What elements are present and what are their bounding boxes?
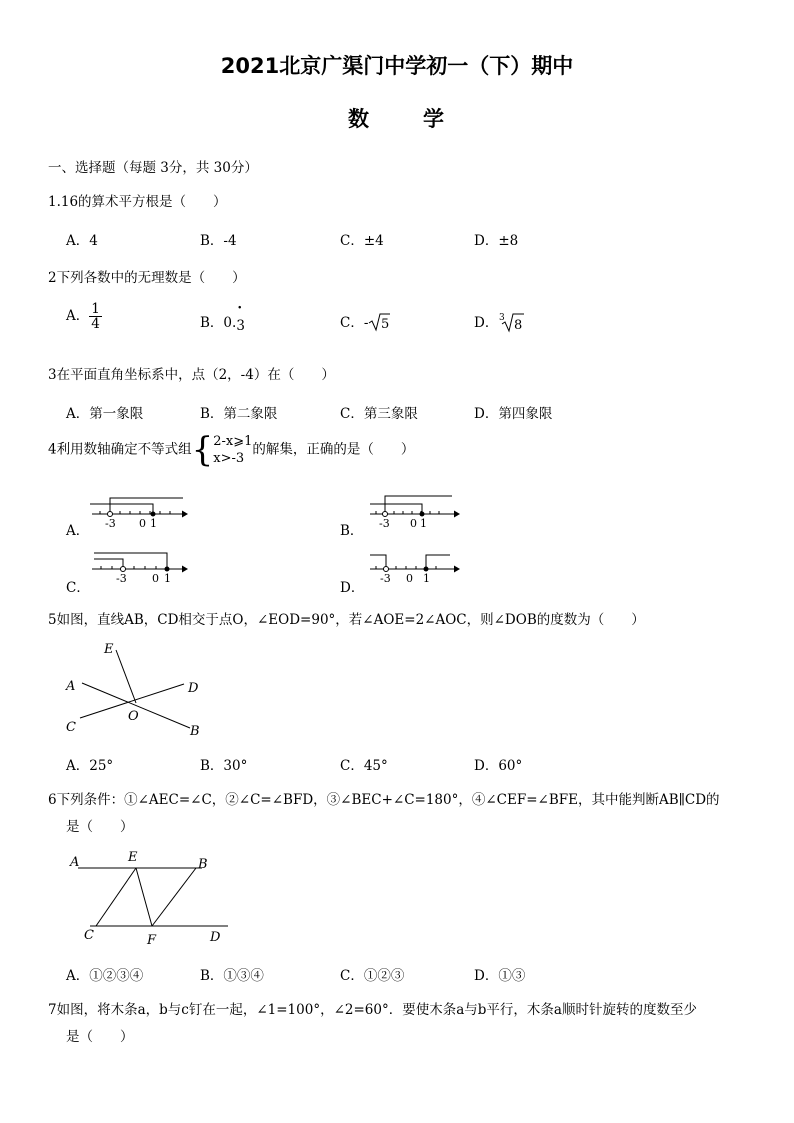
- root-index: 3: [499, 313, 506, 323]
- q1-option-c: C．±4: [340, 233, 384, 249]
- q5-option-d: D．60°: [474, 758, 523, 774]
- q1-option-a: A．4: [66, 233, 98, 249]
- tick-label-neg3: -3: [380, 572, 391, 585]
- repeating-decimal: [236, 300, 245, 334]
- q1-option-d: D．±8: [474, 233, 519, 249]
- q3-stem: 3在平面直角坐标系中，点（2，-4）在（ ）: [48, 367, 335, 383]
- q4-option-c-label: C．: [66, 580, 90, 596]
- q4-option-a-label: A．: [66, 523, 90, 539]
- q4-stem-post: 的解集，正确的是（ ）: [252, 441, 415, 458]
- q5-option-c: C．45°: [340, 758, 388, 774]
- q2-b-label: B．0.: [200, 315, 237, 331]
- q3-option-a: A．第一象限: [66, 406, 144, 422]
- fraction-denominator: 4: [91, 316, 100, 332]
- q2-b-digit: 3: [236, 318, 245, 334]
- q6-option-d: D．①③: [474, 968, 526, 984]
- label-e: E: [128, 850, 138, 865]
- q6-stem-line1: 6下列条件：①∠AEC=∠C，②∠C=∠BFD，③∠BEC+∠C=180°，④∠CEF=∠BFE，其中能判断AB∥CD的: [48, 792, 720, 808]
- label-d: D: [210, 930, 221, 945]
- tick-label-0: 0: [410, 517, 417, 530]
- q4-stem: [48, 430, 415, 470]
- segment-bf: [152, 868, 196, 926]
- q6-figure: [62, 846, 237, 950]
- q5-figure: [60, 636, 210, 740]
- q1-stem: 1.16的算术平方根是（ ）: [48, 194, 227, 210]
- label-a: A: [70, 855, 80, 870]
- q6-option-b: B．①③④: [200, 968, 264, 984]
- label-e: E: [104, 642, 114, 657]
- sqrt-symbol: [368, 312, 390, 332]
- label-c: C: [66, 720, 76, 735]
- q2-option-d: [474, 311, 524, 333]
- root-radicand: 8: [514, 318, 523, 333]
- label-a: A: [66, 679, 76, 694]
- tick-label-1: 1: [420, 517, 427, 530]
- q4-option-b-label: B．: [340, 523, 364, 539]
- inequality-system: [213, 433, 252, 467]
- tick-label-0: 0: [139, 517, 146, 530]
- tick-label-0: 0: [152, 572, 159, 585]
- inequality-2: x>-3: [213, 451, 245, 466]
- label-c: C: [84, 928, 94, 943]
- subject-char-2: 学: [423, 107, 444, 131]
- brace-icon: {: [191, 430, 214, 470]
- page-title: 2021北京广渠门中学初一（下）期中: [220, 54, 574, 78]
- q2-c-label: C．-: [340, 315, 369, 331]
- sqrt-radicand: 5: [381, 317, 390, 332]
- q3-option-d: D．第四象限: [474, 406, 553, 422]
- q2-option-c: [340, 311, 390, 332]
- tick-label-1: 1: [423, 572, 430, 585]
- label-b: B: [198, 857, 208, 872]
- repeating-dot: ·: [237, 300, 243, 316]
- subject-char-1: 数: [348, 107, 369, 131]
- ray-oe: [116, 650, 136, 703]
- q2-option-a: [66, 302, 102, 331]
- q2-option-b: [200, 300, 245, 334]
- segment-ec: [96, 868, 136, 926]
- q2-a-label: A．: [66, 308, 90, 324]
- number-line-c: [88, 549, 188, 585]
- tick-label-1: 1: [150, 517, 157, 530]
- label-b: B: [190, 724, 200, 739]
- q2-d-label: D．: [474, 315, 499, 331]
- cube-root-symbol: [498, 311, 524, 333]
- segment-ef: [136, 868, 152, 926]
- label-f: F: [147, 933, 157, 948]
- q6-option-c: C．①②③: [340, 968, 405, 984]
- q6-stem-line2: 是（ ）: [66, 819, 134, 835]
- tick-label-neg3: -3: [105, 517, 116, 530]
- fraction-numerator: 1: [91, 301, 100, 317]
- fraction: [89, 302, 102, 331]
- q3-option-b: B．第二象限: [200, 406, 278, 422]
- q7-stem-line2: 是（ ）: [66, 1029, 134, 1045]
- section-heading: 一、选择题（每题 3分，共 30分）: [48, 160, 258, 176]
- tick-label-neg3: -3: [379, 517, 390, 530]
- tick-label-0: 0: [406, 572, 413, 585]
- number-line-d: [366, 549, 460, 585]
- label-d: D: [188, 681, 199, 696]
- q6-option-a: A．①②③④: [66, 968, 144, 984]
- q3-option-c: C．第三象限: [340, 406, 418, 422]
- number-line-b: [366, 494, 460, 530]
- tick-label-neg3: -3: [116, 572, 127, 585]
- q5-stem: 5如图，直线AB，CD相交于点O，∠EOD=90°，若∠AOE=2∠AOC，则∠DOB的度数为（ ）: [48, 612, 645, 628]
- q4-option-d-label: D．: [340, 580, 365, 596]
- inequality-1: 2-x⩾1: [213, 434, 253, 449]
- label-o: O: [128, 709, 139, 724]
- tick-label-1: 1: [164, 572, 171, 585]
- number-line-a: [88, 494, 188, 530]
- q1-option-b: B．-4: [200, 233, 237, 249]
- q5-option-a: A．25°: [66, 758, 114, 774]
- q5-option-b: B．30°: [200, 758, 248, 774]
- q2-stem: 2下列各数中的无理数是（ ）: [48, 270, 246, 286]
- q4-stem-pre: 4利用数轴确定不等式组: [48, 441, 192, 458]
- q7-stem-line1: 7如图，将木条a，b与c钉在一起，∠1=100°，∠2=60°．要使木条a与b平行，木条a顺时针旋转的度数至少: [48, 1002, 697, 1018]
